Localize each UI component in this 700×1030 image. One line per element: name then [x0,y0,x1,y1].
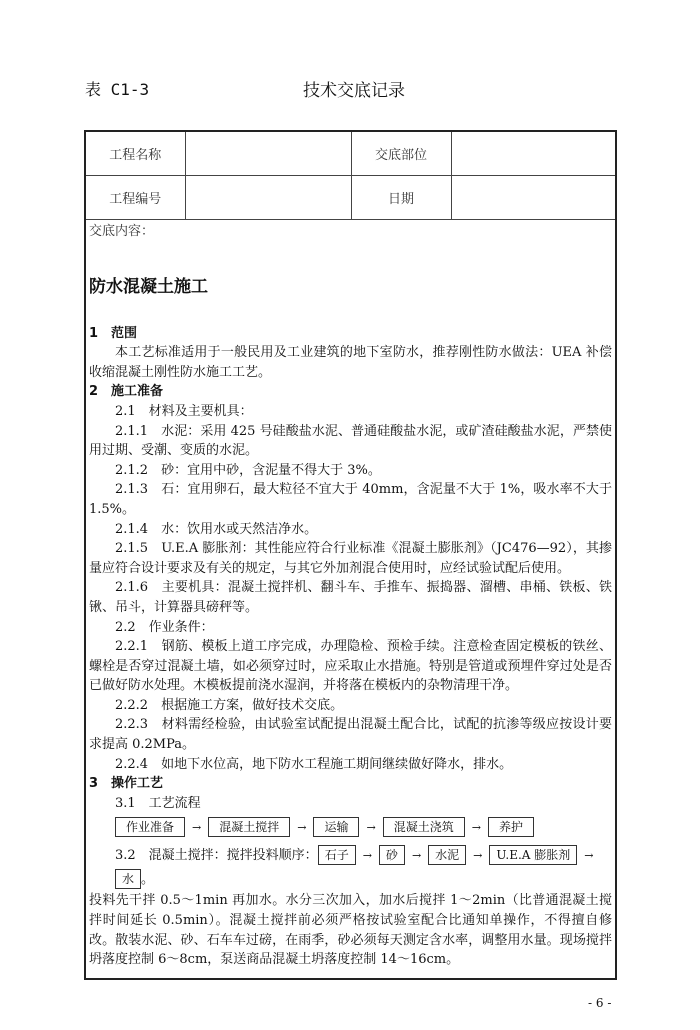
flow-step: 养护 [488,817,534,837]
mix-step: 水泥 [428,845,466,865]
paragraph: 2.1.2 砂：宜用中砂，含泥量不得大于 3%。 [115,462,381,478]
paragraph: 2.2 作业条件： [115,619,214,635]
info-table [86,132,615,220]
arrow-right-icon: → [411,848,422,862]
date-field[interactable] [451,176,615,220]
paragraph: 2.2.3 材料需经检验，由试验室试配提出混凝土配合比，试配的抗渗等级应按设计要求提高 0.2MPa。 [89,717,612,753]
record-form [84,130,617,980]
paragraph: 2.1 材料及主要机具： [115,403,253,419]
form-code: 表 C1-3 [85,80,150,99]
flow-step: 作业准备 [115,817,185,837]
paragraph: 2.2.2 根据施工方案，做好技术交底。 [115,697,344,713]
mix-step: 砂 [379,845,405,865]
document-title: 技术交底记录 [303,81,405,101]
project-no-label: 工程编号 [86,176,185,220]
date-label: 日期 [351,176,451,220]
page-number: - 6 - [588,995,612,1010]
project-no-field[interactable] [185,176,351,220]
project-name-field[interactable] [185,132,351,176]
process-flow [115,816,612,838]
paragraph: 2.1.6 主要机具：混凝土搅拌机、翻斗车、手推车、振捣器、溜槽、串桶、铁板、铁锹、吊斗，计算器具磅秤等。 [89,580,612,615]
paragraph: 2.1.3 石：宜用卵石，最大粒径不宜大于 40mm，含泥量不大于 1%，吸水率不大于 1.5%。 [89,482,612,517]
section-heading: 2 施工准备 [89,384,164,400]
arrow-right-icon: → [471,820,481,834]
paragraph: 投料先干拌 0.5～1min 再加水。水分三次加入，加水后搅拌 1～2min（比普通混凝土搅拌时间延长 0.5min）。混凝土搅拌前必须严格按试验室配合比通知单操作，不得擅自修改。散装水泥、砂、石车车过磅，在雨季，砂必须每天测定含水率，调整用水量。现场搅拌坍落度控制 6～8cm，泵送商品混凝土坍落度控制 14～16cm。 [89,893,612,968]
arrow-right-icon: → [362,848,372,862]
section-heading: 3 操作工艺 [89,776,164,792]
paragraph: 2.1.4 水：饮用水或天然洁净水。 [115,521,318,537]
period: 。 [141,871,155,887]
mixing-lead: 3.2 混凝土搅拌：搅拌投料顺序： [115,847,318,863]
location-field[interactable] [451,132,615,176]
paragraph: 3.1 工艺流程 [115,795,201,811]
mix-step: U.E.A 膨胀剂 [489,845,577,865]
paragraph: 本工艺标准适用于一般民用及工业建筑的地下室防水，推荐刚性防水做法：UEA 补偿收缩混凝土刚性防水施工工艺。 [89,345,612,380]
mix-step: 水 [115,869,141,889]
flow-step: 运输 [313,817,359,837]
content-label: 交底内容： [89,224,155,239]
paragraph: 2.1.5 U.E.A 膨胀剂：其性能应符合行业标准《混凝土膨胀剂》（JC476—92），其掺量应符合设计要求及有关的规定，与其它外加剂混合使用时，应经试验试配后使用。 [89,541,612,576]
paragraph: 2.2.1 钢筋、模板上道工序完成，办理隐检、预检手续。注意检查固定模板的铁丝、螺栓是否穿过混凝土墙，如必须穿过时，应采取止水措施。特别是管道或预埋件穿过处是否已做好防水处理。木模板提前浇水湿润，并将落在模板内的杂物清理干净。 [89,639,612,694]
mixing-order [89,845,612,889]
content-title: 防水混凝土施工 [89,276,208,297]
arrow-right-icon: → [366,820,376,834]
arrow-right-icon: → [192,820,202,834]
paragraph: 2.2.4 如地下水位高，地下防水工程施工期间继续做好降水，排水。 [115,756,513,772]
arrow-right-icon: → [297,820,307,834]
flow-step: 混凝土搅拌 [208,817,290,837]
location-label: 交底部位 [351,132,451,176]
content-body [86,220,615,978]
project-name-label: 工程名称 [86,132,185,176]
paragraph: 2.1.1 水泥：采用 425 号硅酸盐水泥、普通硅酸盐水泥，或矿渣硅酸盐水泥，严禁使用过期、受潮、变质的水泥。 [89,423,612,459]
mix-step: 石子 [318,845,356,865]
section-heading: 1 范围 [89,325,138,341]
arrow-right-icon: → [584,848,594,862]
arrow-right-icon: → [473,848,483,862]
flow-step: 混凝土浇筑 [383,817,465,837]
